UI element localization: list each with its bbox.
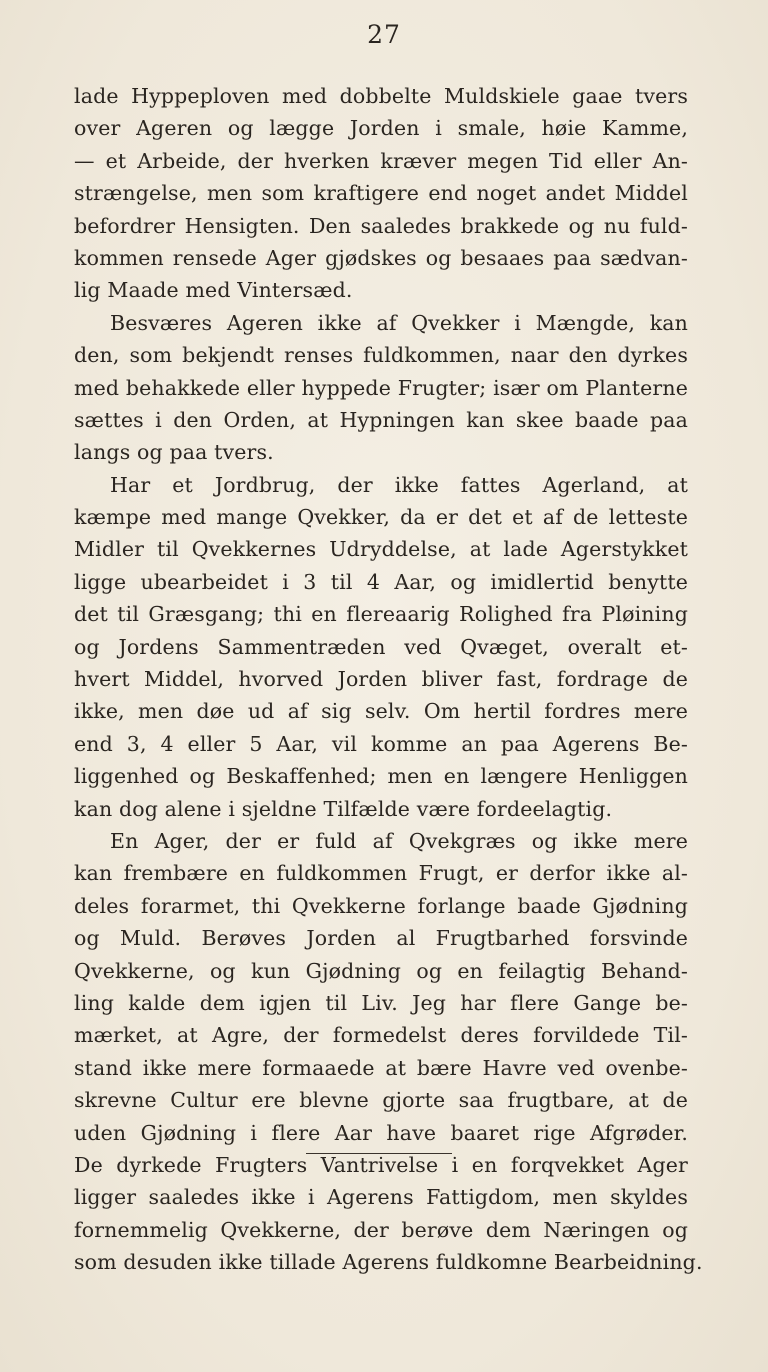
text-line: kommen rensede Ager gjødskes og besaaes paa sædvan- (74, 245, 688, 270)
text-line: ikke, men døe ud af sig selv. Om hertil fordres mere (74, 699, 688, 724)
text-line: befordrer Hensigten. Den saaledes brakkede og nu fuld- (74, 213, 688, 238)
text-line: fornemmelig Qvekkerne, der berøve dem Næringen og (74, 1217, 688, 1242)
text-line: skrevne Cultur ere blevne gjorte saa frugtbare, at de (74, 1088, 688, 1113)
text-line: kan frembære en fuldkommen Frugt, er derfor ikke al- (74, 861, 688, 886)
text-line: Qvekkerne, og kun Gjødning og en feilagtig Behand- (74, 958, 688, 983)
page-number: 27 (367, 20, 401, 49)
text-line: det til Græsgang; thi en flereaarig Rolighed fra Pløining (74, 602, 688, 627)
text-line: mærket, at Agre, der formedelst deres forvildede Til- (74, 1023, 688, 1048)
text-line: ligge ubearbeidet i 3 til 4 Aar, og imidlertid benytte (74, 569, 688, 594)
text-line: over Ageren og lægge Jorden i smale, høie Kamme, (74, 116, 688, 141)
paragraph-start-line: Har et Jordbrug, der ikke fattes Agerland, at (110, 472, 688, 497)
text-line: langs og paa tvers. (74, 440, 274, 465)
text-line: lade Hyppeploven med dobbelte Muldskiele gaae tvers (74, 84, 688, 108)
text-line: stand ikke mere formaaede at bære Havre ved ovenbe- (74, 1055, 688, 1080)
text-line: end 3, 4 eller 5 Aar, vil komme an paa Agerens Be- (74, 731, 688, 756)
text-line: — et Arbeide, der hverken kræver megen Tid eller An- (74, 148, 688, 173)
text-line: og Jordens Sammentræden ved Qvæget, overalt et- (74, 634, 688, 659)
text-line: hvert Middel, hvorved Jorden bliver fast, fordrage de (74, 667, 688, 692)
text-line: ling kalde dem igjen til Liv. Jeg har flere Gange be- (74, 990, 688, 1015)
text-line: kan dog alene i sjeldne Tilfælde være fordeelagtig. (74, 796, 613, 821)
text-line: med behakkede eller hyppede Frugter; især om Planterne (74, 375, 688, 400)
text-line: som desuden ikke tillade Agerens fuldkomne Bearbeidning. (74, 1250, 703, 1275)
text-line: kæmpe med mange Qvekker, da er det et af de letteste (74, 505, 688, 530)
text-line: Midler til Qvekkernes Udryddelse, at lade Agerstykket (74, 537, 688, 562)
text-line: deles forarmet, thi Qvekkerne forlange baade Gjødning (74, 893, 688, 918)
text-line: ligger saaledes ikke i Agerens Fattigdom, men skyldes (74, 1185, 688, 1210)
body-text (74, 80, 703, 1278)
paragraph-start-line: En Ager, der er fuld af Qvekgræs og ikke mere (110, 828, 688, 853)
text-line: De dyrkede Frugters Vantrivelse i en forqvekket Ager (74, 1152, 688, 1177)
section-divider-rule (306, 1153, 452, 1154)
text-line: liggenhed og Beskaffenhed; men en længere Henliggen (74, 764, 688, 789)
text-line: den, som bekjendt renses fuldkommen, naar den dyrkes (74, 343, 688, 368)
text-line: og Muld. Berøves Jorden al Frugtbarhed forsvinde (74, 926, 688, 951)
text-line: sættes i den Orden, at Hypningen kan skee baade paa (74, 407, 688, 432)
text-line: strængelse, men som kraftigere end noget andet Middel (74, 181, 688, 206)
text-line: uden Gjødning i flere Aar have baaret rige Afgrøder. (74, 1120, 688, 1145)
text-line: lig Maade med Vintersæd. (74, 278, 353, 303)
paragraph-start-line: Besværes Ageren ikke af Qvekker i Mængde, kan (110, 310, 688, 335)
